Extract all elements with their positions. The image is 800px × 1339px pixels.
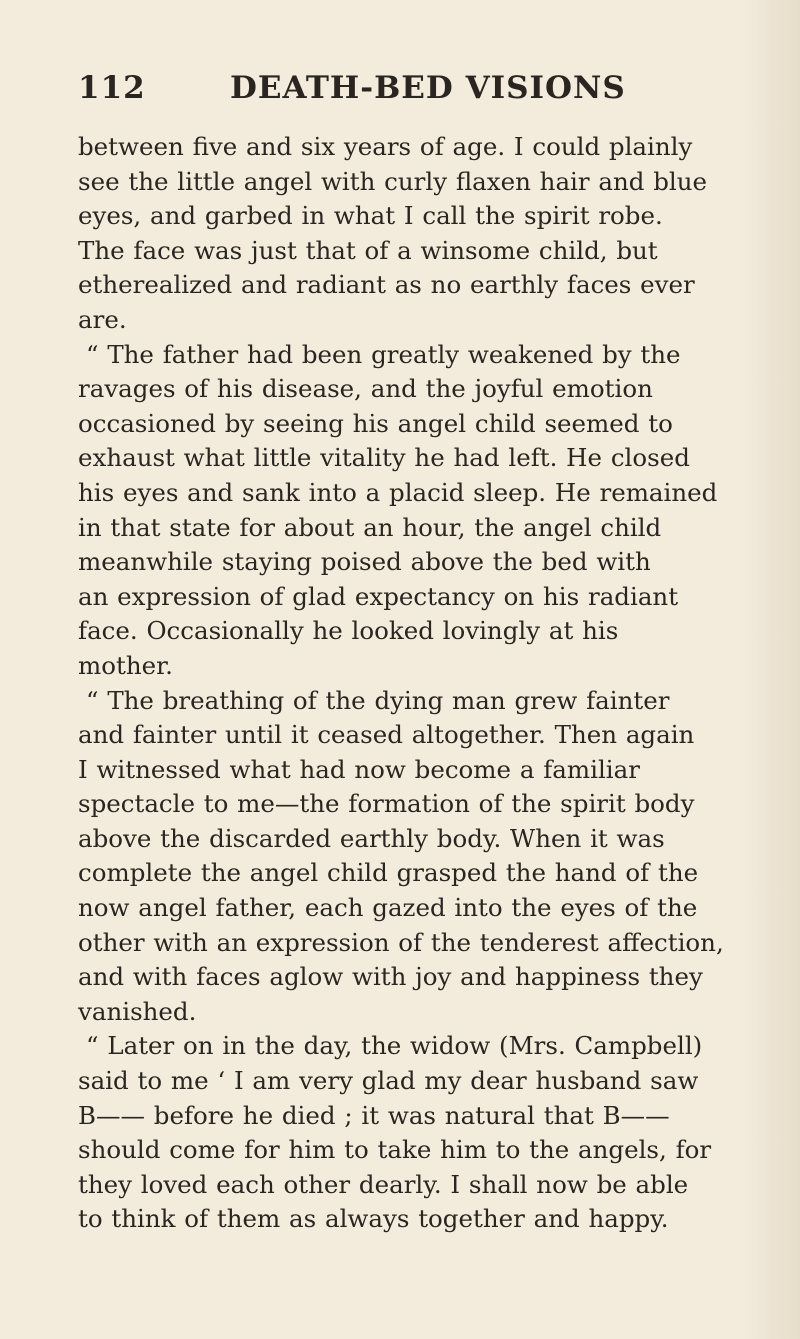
text-line: said to me ‘ I am very glad my dear husband saw: [78, 1066, 699, 1096]
text-line: “ The father had been greatly weakened by the: [86, 339, 681, 369]
text-line: between five and six years of age. I could plainly: [78, 132, 693, 161]
text-line: are.: [78, 304, 127, 334]
text-line: exhaust what little vitality he had left. He closed: [78, 443, 690, 473]
page-number: 112: [78, 70, 146, 106]
text-line: ravages of his disease, and the joyful emotion: [78, 374, 653, 404]
body-text: [78, 130, 758, 1237]
text-line: and fainter until it ceased altogether. Then again: [78, 720, 695, 750]
text-line: occasioned by seeing his angel child seemed to: [78, 408, 673, 438]
page-header: [78, 70, 733, 120]
text-line: etherealized and radiant as no earthly faces ever: [78, 270, 695, 300]
text-line: I witnessed what had now become a familiar: [78, 754, 640, 784]
text-line: and with faces aglow with joy and happiness they: [78, 962, 703, 992]
text-line: his eyes and sank into a placid sleep. He remained: [78, 477, 718, 507]
text-line: “ Later on in the day, the widow (Mrs. Campbell): [86, 1031, 703, 1061]
text-line: The face was just that of a winsome child, but: [78, 235, 658, 265]
text-line: B—— before he died ; it was natural that B——: [78, 1100, 670, 1130]
text-line: spectacle to me—the formation of the spirit body: [78, 789, 695, 819]
text-line: should come for him to take him to the angels, for: [78, 1135, 712, 1165]
text-line: other with an expression of the tenderest affection,: [78, 927, 724, 957]
text-line: now angel father, each gazed into the eyes of the: [78, 893, 698, 923]
text-line: an expression of glad expectancy on his radiant: [78, 581, 679, 611]
text-line: they loved each other dearly. I shall now be able: [78, 1169, 689, 1199]
text-line: in that state for about an hour, the angel child: [78, 512, 662, 542]
text-line: vanished.: [78, 996, 197, 1026]
text-line: see the little angel with curly flaxen hair and blue: [78, 166, 708, 196]
text-line: “ The breathing of the dying man grew fainter: [86, 685, 670, 715]
text-line: meanwhile staying poised above the bed with: [78, 547, 651, 577]
running-title: DEATH-BED VISIONS: [230, 70, 626, 106]
text-line: complete the angel child grasped the hand of the: [78, 858, 699, 888]
text-line: above the discarded earthly body. When it was: [78, 823, 665, 853]
text-line: eyes, and garbed in what I call the spirit robe.: [78, 201, 663, 231]
text-line: to think of them as always together and happy.: [78, 1204, 669, 1234]
text-line: mother.: [78, 650, 173, 680]
text-line: face. Occasionally he looked lovingly at his: [78, 616, 619, 646]
